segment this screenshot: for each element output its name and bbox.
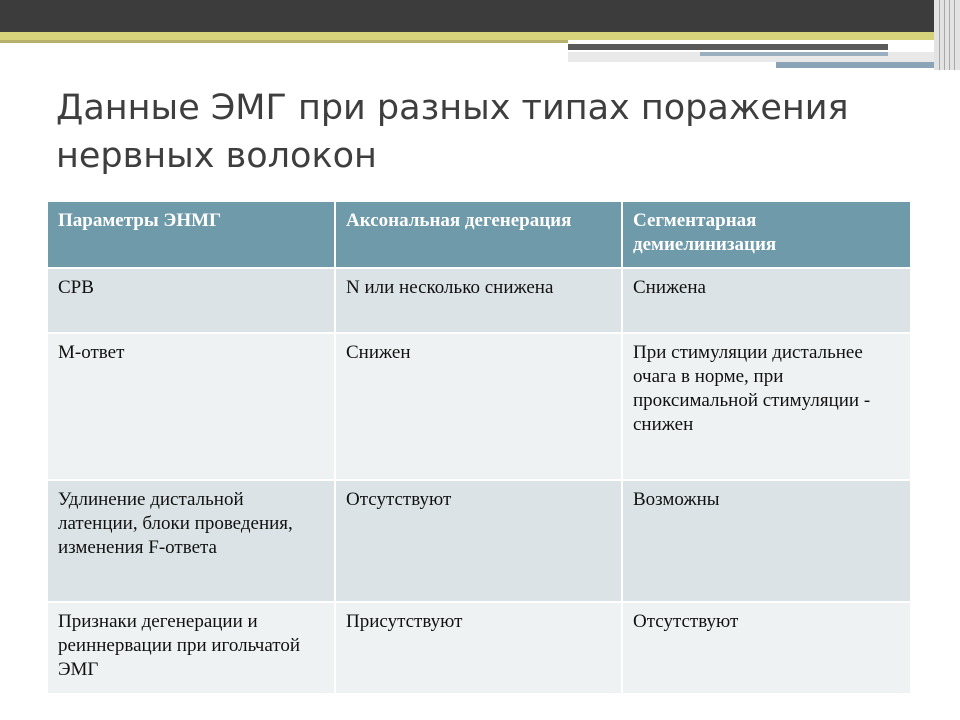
table-cell: Присутствуют bbox=[335, 602, 622, 694]
table-header-row bbox=[47, 201, 911, 268]
table-cell: Признаки дегенерации и реиннервации при игольчатой ЭМГ bbox=[47, 602, 335, 694]
header-accent-blue-bar bbox=[700, 52, 888, 56]
table-row bbox=[47, 333, 911, 480]
table-cell: N или несколько снижена bbox=[335, 268, 622, 333]
header-cell-segmental: Сегментарная демиелинизация bbox=[622, 201, 911, 268]
slide-title: Данные ЭМГ при разных типах поражения нервных волокон bbox=[56, 88, 849, 176]
header-bar bbox=[0, 0, 960, 32]
header-accent-line bbox=[0, 40, 568, 43]
comparison-table bbox=[46, 200, 912, 695]
table-row bbox=[47, 602, 911, 694]
table-cell: Снижен bbox=[335, 333, 622, 480]
header-cell-axonal: Аксональная дегенерация bbox=[335, 201, 622, 268]
comparison-table-container bbox=[46, 200, 910, 695]
header-accent-stripe bbox=[0, 32, 950, 40]
corner-line bbox=[954, 0, 955, 70]
corner-line bbox=[949, 0, 950, 70]
header-accent-grey-bar bbox=[568, 44, 888, 50]
table-cell: СРВ bbox=[47, 268, 335, 333]
table-cell: Отсутствуют bbox=[335, 480, 622, 602]
table-row bbox=[47, 480, 911, 602]
corner-decoration bbox=[934, 0, 960, 70]
table-row bbox=[47, 268, 911, 333]
table-cell: Возможны bbox=[622, 480, 911, 602]
table-cell: Снижена bbox=[622, 268, 911, 333]
table-cell: Удлинение дистальной латенции, блоки проведения, изменения F-ответа bbox=[47, 480, 335, 602]
header-accent-blue-bar-lower bbox=[776, 62, 946, 68]
corner-line bbox=[939, 0, 940, 70]
table-cell: Отсутствуют bbox=[622, 602, 911, 694]
table-cell: М-ответ bbox=[47, 333, 335, 480]
corner-line bbox=[944, 0, 945, 70]
header-cell-parameters: Параметры ЭНМГ bbox=[47, 201, 335, 268]
table-cell: При стимуляции дистальнее очага в норме, при проксимальной стимуляции - снижен bbox=[622, 333, 911, 480]
